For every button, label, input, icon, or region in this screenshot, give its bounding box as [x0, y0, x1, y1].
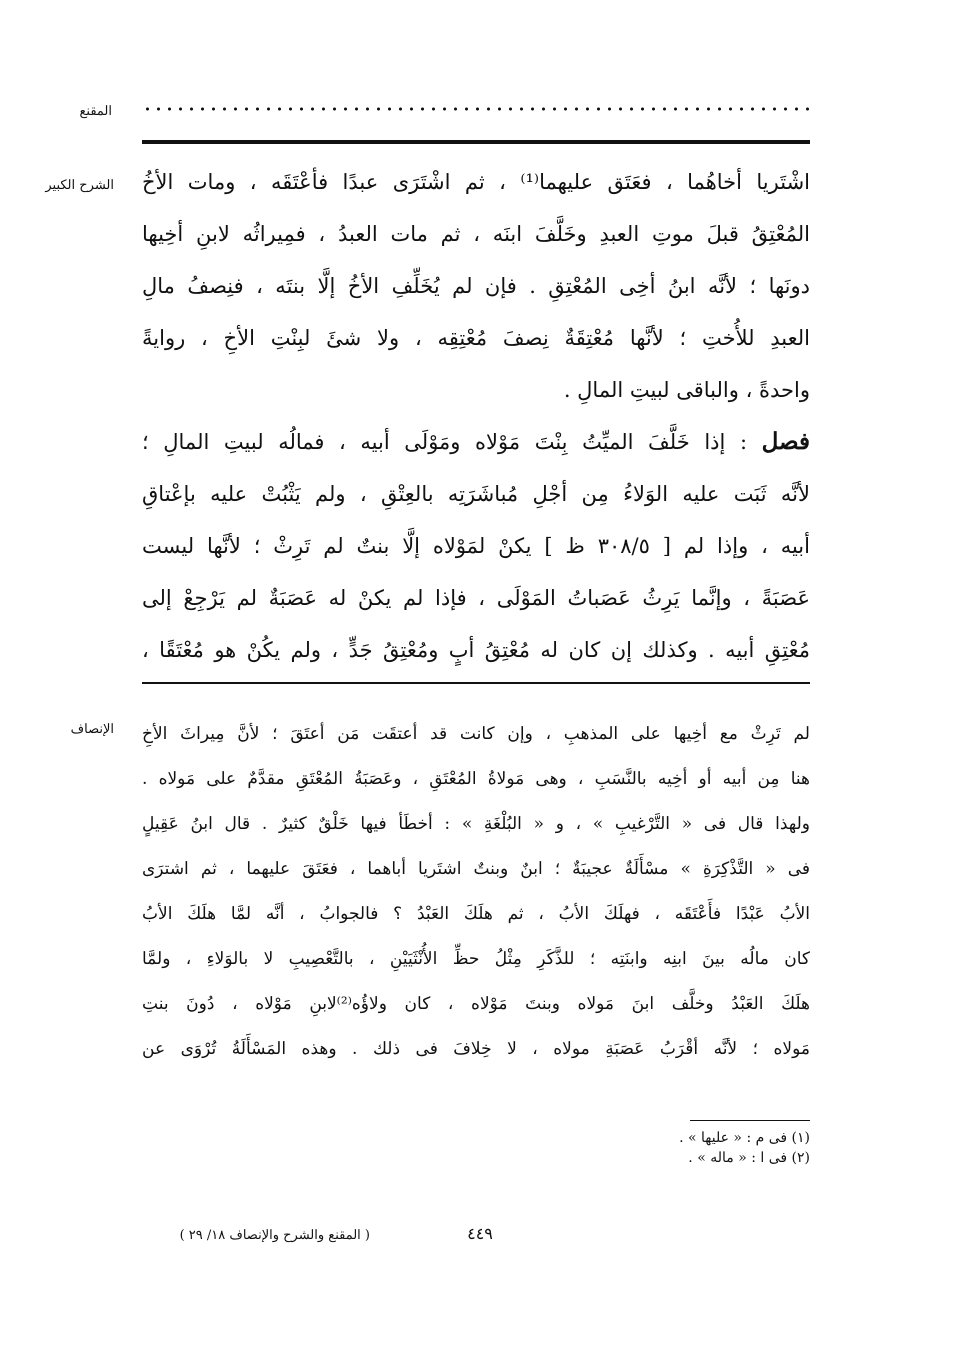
text-line: اشْتَريا أخاهُما ، فعَتَق عليهما⁽¹⁾ ، ثم اشْتَرَى عبدًا فأعْتَقَه ، ومات الأخُ — [142, 170, 810, 194]
text-line: ولهذا قال فى « التَّرْغيبِ » ، و « البُلْغَةِ » : أخطَأ فيها خَلْقٌ كثيرٌ . قال ابنُ عَقِيلٍ — [142, 814, 810, 834]
text-line: أبيه ، وإذا لم [ ٣٠٨/٥ ظ ] يكنْ لمَوْلاه إلَّا بنتٌ لم تَرِثْ ؛ لأنَّها ليست — [142, 534, 810, 558]
fasl-text: : إذا خَلَّفَ الميِّتُ بِنْتَ مَوْلاه ومَوْلَى أبيه ، فمالُه لبيتِ المالِ ؛ — [142, 430, 748, 454]
volume-reference: ( المقنع والشرح والإنصاف ١٨/ ٢٩ ) — [179, 1228, 370, 1243]
fasl-line — [142, 416, 810, 468]
header-rule — [142, 140, 810, 144]
text-line: مُعْتِقِ أبيه . وكذلك إن كان له مُعْتِقُ أبٍ ومُعْتِقُ جَدٍّ ، ولم يكُنْ هو مُعْتَقًا ، — [142, 638, 810, 662]
insaf-section-label: الإنصاف — [70, 722, 114, 737]
section-divider — [142, 682, 810, 684]
text-line: المُعْتِقُ قبلَ موتِ العبدِ وخَلَّفَ ابنَه ، ثم مات العبدُ ، فمِيراثُه لابنِ أخِيها — [142, 222, 810, 246]
text-line: دونَها ؛ لأنَّه ابنُ أخِى المُعْتِقِ . فإن لم يُخَلِّفِ الأخُ إلَّا بنتَه ، فنِصفُ مالِ — [142, 274, 810, 298]
main-section-label: الشرح الكبير — [45, 178, 114, 193]
text-line: الأبُ عَبْدًا فأَعْتَقَه ، فهلَكَ الأبُ ، ثم هلَكَ العَبْدُ ؟ فالجوابُ ، أنَّه لمَّا هلَكَ الأبُ — [142, 904, 810, 924]
text-line: هنا مِن أبيه أو أخِيه بالنَّسَبِ ، وهى مَولاةُ المُعْتَقِ ، وعَصَبَةُ المُعْتَقِ مقدَّمٌ على مَولاه . — [142, 769, 810, 789]
text-line: العبدِ للأُختِ ؛ لأنَّها مُعْتِقَةٌ نِصفَ مُعْتِقِه ، ولا شئَ لبِنْتِ الأخِ ، روايةً — [142, 326, 810, 350]
dotted-rule — [142, 106, 810, 112]
footnotes — [142, 1128, 810, 1168]
footnote: (١) فى م : « عليها » . — [679, 1130, 810, 1146]
main-text — [142, 156, 810, 676]
fasl-heading: فصل — [761, 428, 810, 455]
text-line: لأنَّه ثَبَت عليه الوَلاءُ مِن أجْلِ مُباشَرَتِه بالعِتْقِ ، ولم يَثْبُتْ عليه بإعْتاقِ — [142, 482, 810, 506]
text-line: فى « التَّذْكِرَةِ » مسْأَلَةٌ عجيبَةٌ ؛ ابنٌ وبنتٌ اشتَريا أباهما ، فعَتَقَ عليهما ، ثم اشترَى — [142, 859, 810, 879]
page-number: ٤٤٩ — [467, 1224, 493, 1243]
text-line: لم تَرِثْ مع أخِيها على المذهبِ ، وإن كانت قد أعتقَت مَن أعتَقَ ؛ لأنَّ مِيراثَ الأخِ — [142, 724, 810, 744]
text-line: كان مالُه بينَ ابنِه وابنَتِه ؛ للذَّكَرِ مِثْلُ حظِّ الأُنْثَيَيْنِ ، بالتَّعْصِيبِ لا بالوَلاءِ ، ولمَّا — [142, 949, 810, 969]
text-line: عَصَبَةً ، وإنَّما يَرِثُ عَصَباتُ المَوْلَى ، فإذا لم يكنْ له عَصَبَةٌ لم يَرْجِعْ إلى — [142, 586, 810, 610]
text-line: هلَكَ العَبْدُ وخلَّف ابنَ مَولاه وبنتَ مَوْلاه ، كان ولاؤُه⁽²⁾لابنِ مَوْلاه ، دُونَ بنتِ — [142, 994, 810, 1014]
footnote: (٢) فى ا : « ماله » . — [688, 1150, 810, 1166]
footnote-rule — [690, 1120, 810, 1121]
header-label: المقنع — [79, 104, 112, 119]
insaf-text — [142, 712, 810, 1072]
text-line: واحدةً ، والباقى لبيتِ المالِ . — [563, 378, 810, 402]
text-line: مَولاه ؛ لأنَّه أقْرَبُ عَصَبَةِ مولاه ، لا خِلافَ فى ذلك . وهذه المَسْأَلَةُ تُرْوَى عن — [142, 1039, 810, 1059]
